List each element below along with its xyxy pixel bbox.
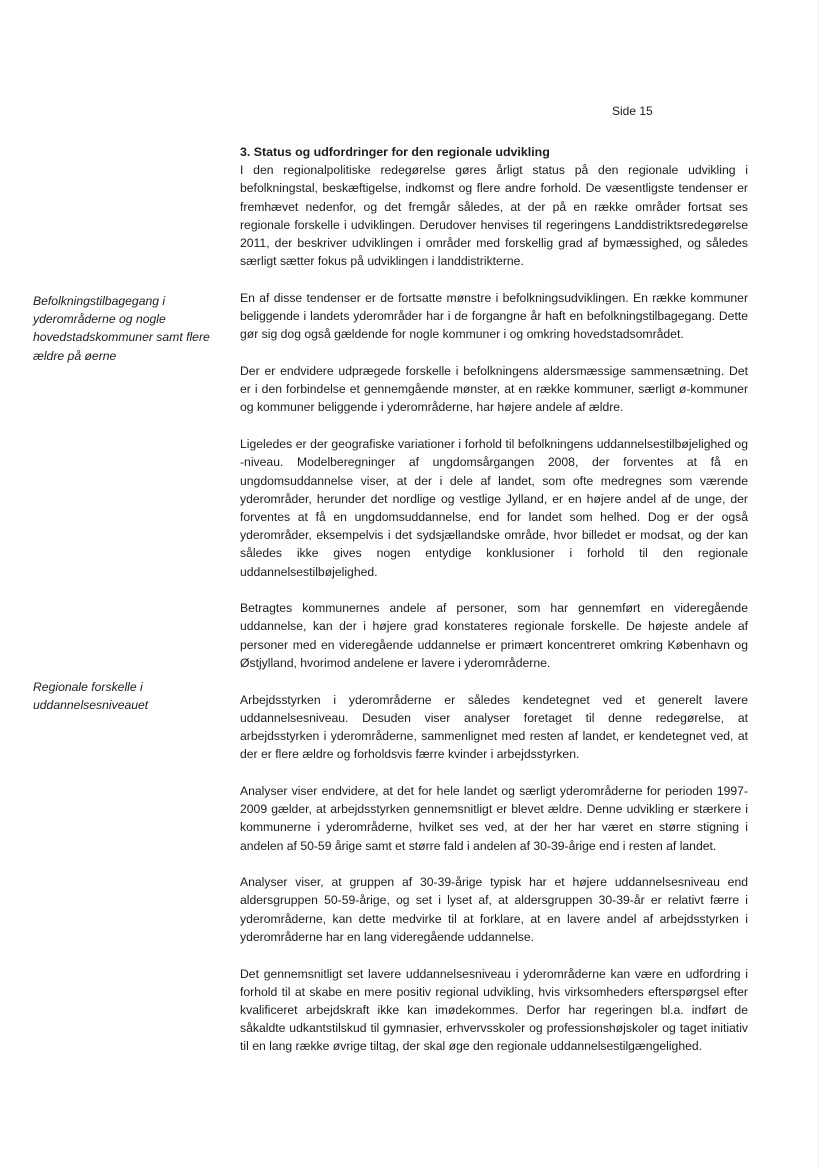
page-number: Side 15: [612, 104, 653, 118]
main-text-column: [240, 143, 748, 1074]
paragraph-age-composition: Der er endvidere udprægede forskelle i befolkningens aldersmæssige sammensætning. Det er i den forbindelse et gennemgående mønster, at en række kommuner, særligt ø-kommuner og kommuner beliggende i yderområderne, har højere andele af ældre.: [240, 364, 748, 415]
paragraph-higher-education: Betragtes kommunernes andele af personer, som har gennemført en videregående uddannelse, kan der i højere grad konstateres regionale forskelle. De højeste andele af personer med en videregående uddannelse er primært koncentreret omkring København og Østjylland, hvorimod andelene er lavere i yderområderne.: [240, 601, 748, 670]
margin-note-population-decline: Befolkningstilbagegang i yderområderne og nogle hovedstadskommuner samt flere ældre på øerne: [33, 294, 210, 363]
paragraph-challenge: Det gennemsnitligt set lavere uddannelsesniveau i yderområderne kan være en udfordring i forhold til at skabe en mere positiv regional udvikling, hvis virksomheders efterspørgsel efter kvalificeret arbejdskraft ikke kan imødekommes. Derfor har regeringen bl.a. indført de såkaldte udkantstilskud til gymnasier, erhvervsskoler og professionshøjskoler og taget initiativ til en lang række øvrige tiltag, der skal øge den regionale uddannelsestilgængelighed.: [240, 966, 748, 1054]
margin-note-education-differences: Regionale forskelle i uddannelsesniveauet: [33, 680, 149, 713]
paragraph-aging-workforce: Analyser viser endvidere, at det for hele landet og særligt yderområderne for perioden 1997-2009 gælder, at arbejdsstyrken gennemsnitligt er blevet ældre. Denne udvikling er stærkere i kommunerne i yderområderne, hvilket ses ved, at der her har været en større stigning i andelen af 50-59 årige samt et større fald i andelen af 30-39-årige end i resten af landet.: [240, 783, 748, 853]
paragraph-age-groups: Analyser viser, at gruppen af 30-39-årige typisk har et højere uddannelsesniveau end aldersgruppen 50-59-årige, og set i lyset af, at aldersgruppen 30-39-år er relativt færre i yderområderne, kan dette medvirke til at forklare, at en lavere andel af arbejdsstyrken i yderområderne har en lang videregående uddannelse.: [240, 875, 748, 944]
section-title: 3. Status og udfordringer for den regionale udvikling: [240, 145, 550, 159]
paragraph-intro: I den regionalpolitiske redegørelse gøres årligt status på den regionale udvikling i befolkningstal, beskæftigelse, indkomst og flere andre forhold. De væsentligste tendenser er fremhævet nedenfor, og det fremgår således, at der på en række områder fortsat ses regionale forskelle i udviklingen. Derudover henvises til regeringens Landdistriktsredegørelse 2011, der beskriver udviklingen i områder med forskellig grad af bymæssighed, og således særligt sætter fokus på udviklingen i landdistrikterne.: [240, 163, 748, 269]
paragraph-population: En af disse tendenser er de fortsatte mønstre i befolkningsudviklingen. En række kommuner beliggende i landets yderområder har i de forgangne år haft en befolkningstilbagegang. Dette gør sig dog også gældende for nogle kommuner i og omkring hovedstadsområdet.: [240, 290, 748, 342]
scan-edge-line: [818, 0, 819, 1168]
paragraph-education-propensity: Ligeledes er der geografiske variationer i forhold til befolkningens uddannelsestilbøjelighed og -niveau. Modelberegninger af ungdomsårgangen 2008, der forventes at få en ungdomsuddannelse viser, at der i dele af landet, som ofte medregnes som værende yderområder, herunder det nordlige og vestlige Jylland, er en højere andel af de unge, der forventes at få en ungdomsuddannelse, end for landet som helhed. Dog er der også yderområder, eksempelvis i det sydsjællandske område, hvor billedet er modsat, og der kan således ikke gives nogen entydige konklusioner i forhold til den regionale uddannelsestilbøjelighed.: [240, 437, 748, 579]
paragraph-workforce: Arbejdsstyrken i yderområderne er således kendetegnet ved et generelt lavere uddannelsesniveau. Desuden viser analyser foretaget til denne redegørelse, at arbejdsstyrken i yderområderne, sammenlignet med resten af landet, er kendetegnet ved, at der er flere ældre og forholdsvis færre kvinder i arbejdsstyrken.: [240, 692, 748, 762]
